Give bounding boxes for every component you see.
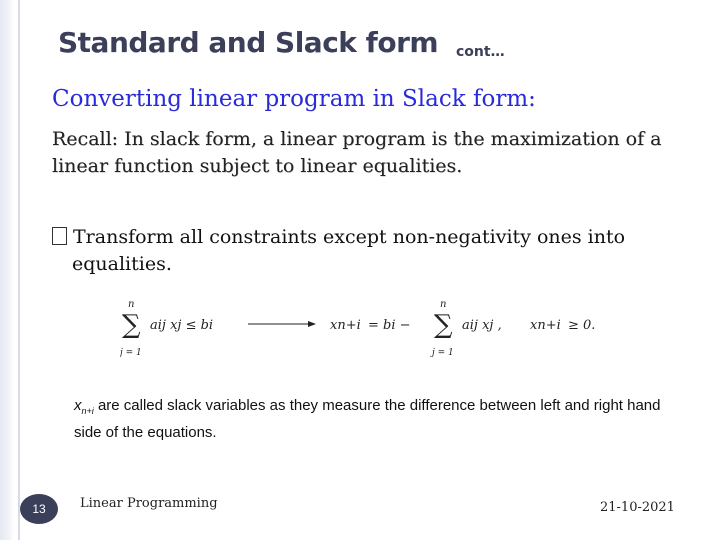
slack-variable-subscript: n+i bbox=[81, 406, 94, 416]
nonneg-relation: ≥ 0. bbox=[568, 318, 596, 333]
rhs-equals: = bi − bbox=[368, 318, 411, 333]
slide-subtitle: Converting linear program in Slack form: bbox=[52, 86, 536, 112]
slack-note-text: are called slack variables as they measure the difference between left and right hand side of the equations. bbox=[74, 397, 661, 441]
checkbox-bullet-icon bbox=[52, 227, 67, 245]
bullet-item bbox=[52, 224, 692, 278]
lhs-sum-upper: n bbox=[128, 299, 135, 310]
right-arrow-icon bbox=[308, 321, 316, 327]
bullet-text-line2: equalities. bbox=[72, 253, 172, 275]
rhs-term: aij xj , bbox=[462, 318, 502, 333]
slack-variables-note bbox=[74, 395, 674, 443]
lhs-sigma-icon: ∑ bbox=[122, 310, 141, 340]
left-decorative-stripe bbox=[0, 0, 14, 540]
slack-variable-symbol: x bbox=[74, 397, 82, 414]
rhs-sum-lower: j = 1 bbox=[432, 348, 454, 358]
lhs-term: aij xj ≤ bi bbox=[150, 318, 214, 333]
footer-date: 21-10-2021 bbox=[600, 500, 675, 515]
bullet-text-line1: Transform all constraints except non-negativity ones into bbox=[73, 226, 626, 248]
lhs-sum-lower: j = 1 bbox=[120, 348, 142, 358]
rhs-sigma-icon: ∑ bbox=[434, 310, 453, 340]
nonneg-variable: xn+i bbox=[530, 318, 561, 333]
rhs-sum-upper: n bbox=[440, 299, 447, 310]
page-number-badge: 13 bbox=[20, 494, 58, 524]
recall-paragraph: Recall: In slack form, a linear program is the maximization of a linear function subject to linear equalities. bbox=[52, 128, 662, 177]
slide-title: Standard and Slack form bbox=[58, 26, 439, 59]
slide-title-suffix: cont… bbox=[456, 44, 505, 60]
footer-course-title: Linear Programming bbox=[80, 496, 218, 511]
rhs-variable: xn+i bbox=[330, 318, 361, 333]
slack-conversion-formula bbox=[120, 295, 620, 360]
left-decorative-line bbox=[18, 0, 20, 540]
